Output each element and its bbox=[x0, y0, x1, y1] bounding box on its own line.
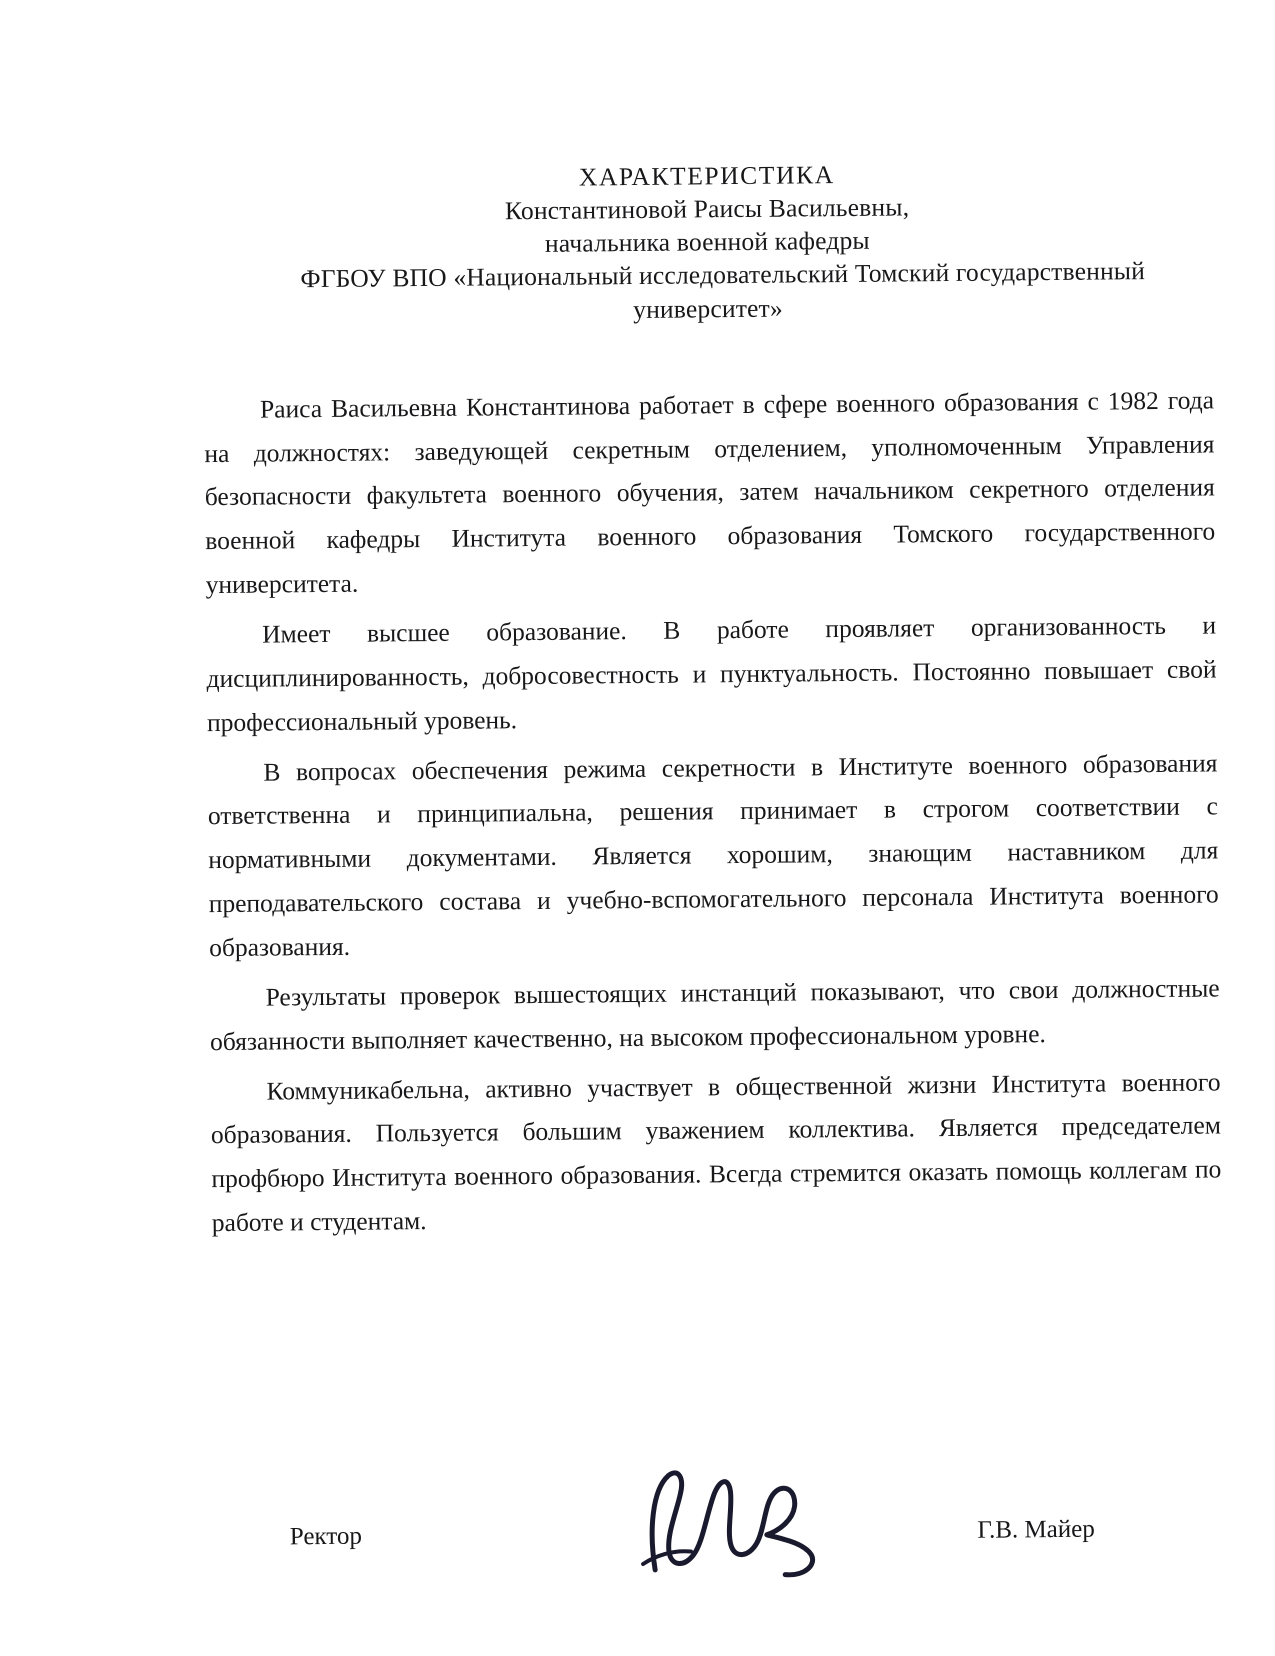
paragraph-3: В вопросах обеспечения режима секретности в Институте военного образования ответственна и принципиальна, решения принимает в строгом соответствии с нормативными документами. Является хорошим, знающим наставником для преподавательского состава и учебно-вспомогательного персонала Института военного образования. bbox=[207, 748, 1219, 963]
document-heading: ХАРАКТЕРИСТИКА bbox=[578, 160, 835, 192]
document-body bbox=[202, 154, 1222, 1245]
paragraph-5: Коммуникабельна, активно участвует в общественной жизни Института военного образования. Пользуется большим уважением коллектива. Является председателем профбюро Института военного образования. Всегда стремится оказать помощь коллегам по работе и студентам. bbox=[210, 1067, 1222, 1238]
paragraph-1: Раиса Васильевна Константинова работает в сфере военного образования с 1982 года на должностях: заведующей секретным отделением, уполномоченным Управления безопасности факультета военного обучения, затем начальником секретного отделения военной кафедры Института военного образования Томского государственного университета. bbox=[204, 385, 1216, 600]
document-organization-line1: ФГБОУ ВПО «Национальный исследовательский Томский государственный bbox=[300, 256, 1146, 294]
document-subject-name: Константиновой Раисы Васильевны, bbox=[504, 192, 910, 226]
signature-row bbox=[215, 1514, 1225, 1551]
document-organization-line2: университет» bbox=[633, 293, 784, 324]
document-subject-position: начальника военной кафедры bbox=[544, 226, 870, 259]
signatory-name: Г.В. Майер bbox=[977, 1515, 1095, 1544]
signatory-role: Ректор bbox=[289, 1522, 363, 1551]
paragraph-2: Имеет высшее образование. В работе проявляет организованность и дисциплинированность, добросовестность и пунктуальность. Постоянно повышает свой профессиональный уровень. bbox=[206, 610, 1217, 737]
paragraph-4: Результаты проверок вышестоящих инстанций показывают, что свои должностные обязанности выполняет качественно, на высоком профессиональном уровне. bbox=[209, 973, 1220, 1056]
handwritten-signature-icon bbox=[634, 1458, 825, 1580]
document-title-block bbox=[202, 154, 1214, 329]
